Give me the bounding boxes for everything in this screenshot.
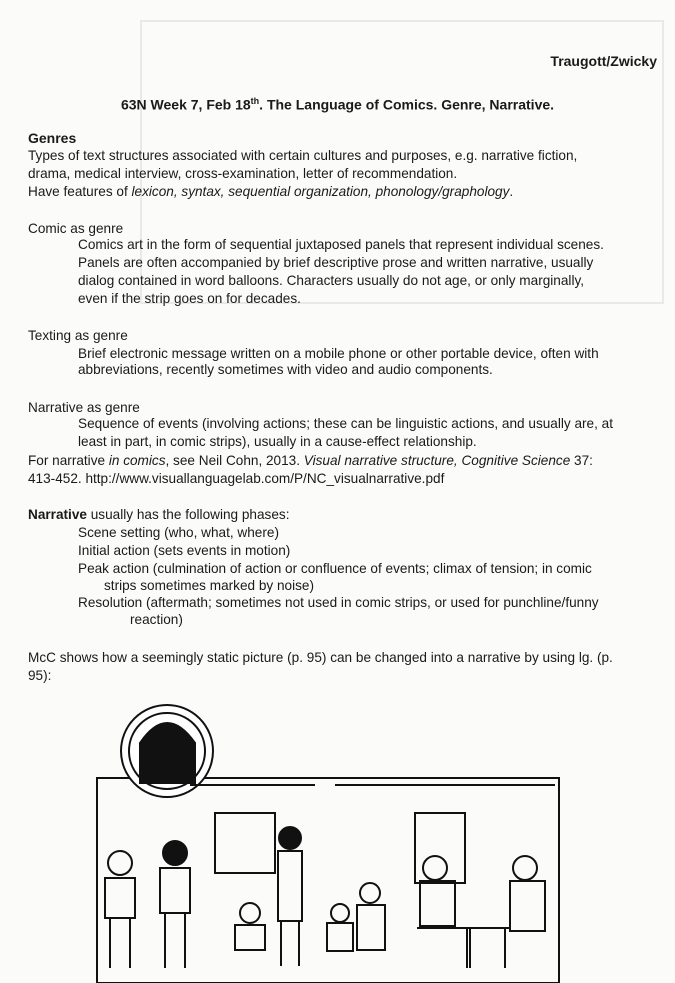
narrative-genre-line: least in part, in comic strips), usually in a cause-effect relationship. [78, 434, 477, 449]
comic-genre-heading: Comic as genre [28, 221, 124, 236]
comic-genre-line: Panels are often accompanied by brief descriptive prose and written narrative, usually [78, 255, 594, 270]
phase-item: reaction) [130, 612, 183, 627]
genres-line [28, 183, 513, 201]
title-text: 63N Week 7, Feb 18 [120, 96, 251, 113]
text: . [509, 184, 514, 199]
genres-line: drama, medical interview, cross-examination, letter of recommendation. [28, 166, 458, 181]
title-sup: th [250, 96, 260, 106]
text: in comics [108, 453, 166, 468]
title-rest: . The Language of Comics. Genre, Narrative. [259, 96, 555, 113]
phase-item: Scene setting (who, what, where) [78, 525, 279, 540]
text: , see Neil Cohn, 2013. [165, 453, 304, 468]
phase-item: strips sometimes marked by noise) [104, 578, 315, 593]
figures [105, 827, 545, 968]
cohn-reference [28, 452, 593, 470]
text: For narrative [28, 453, 109, 468]
comic-genre-line: Comics art in the form of sequential juxtaposed panels that represent individual scenes. [78, 237, 604, 252]
text: usually has the following phases: [86, 507, 290, 522]
authors: Traugott/Zwicky [550, 53, 657, 69]
mcc-line: McC shows how a seemingly static picture (p. 95) can be changed into a narrative by using lg. (p. [28, 650, 613, 665]
genres-heading: Genres [28, 130, 77, 146]
text: Narrative [28, 507, 87, 522]
cohn-reference-url: 413-452. http://www.visuallanguagelab.com/P/NC_visualnarrative.pdf [28, 471, 445, 486]
phase-item: Initial action (sets events in motion) [78, 543, 291, 558]
phase-item: Resolution (aftermath; sometimes not used in comic strips, or used for punchline/funny [78, 595, 599, 610]
mcc-line: 95): [28, 668, 52, 683]
text: Visual narrative structure, Cognitive Science [303, 453, 571, 468]
narrative-genre-heading: Narrative as genre [28, 400, 140, 415]
panel-frame [97, 778, 559, 983]
phase-item: Peak action (culmination of action or confluence of events; climax of tension; in comic [78, 561, 592, 576]
text: Have features of [28, 184, 132, 199]
text: lexicon, syntax, sequential organization, phonology/graphology [131, 184, 510, 199]
woman-hair [140, 723, 195, 783]
comic-panel-illustration [95, 703, 565, 983]
page-title [0, 92, 675, 114]
narrative-genre-line: Sequence of events (involving actions; these can be linguistic actions, and usually are, at [78, 416, 614, 431]
texting-genre-heading: Texting as genre [28, 328, 128, 343]
texting-genre-line: Brief electronic message written on a mobile phone or other portable device, often with [78, 346, 599, 361]
texting-genre-line: abbreviations, recently sometimes with video and audio components. [78, 362, 493, 377]
narrative-heading [28, 506, 289, 524]
genres-line: Types of text structures associated with certain cultures and purposes, e.g. narrative fiction, [28, 148, 578, 163]
text: 37: [570, 453, 593, 468]
comic-genre-line: even if the strip goes on for decades. [78, 291, 301, 306]
comic-genre-line: dialog contained in word balloons. Characters usually do not age, or only marginally, [78, 273, 585, 288]
